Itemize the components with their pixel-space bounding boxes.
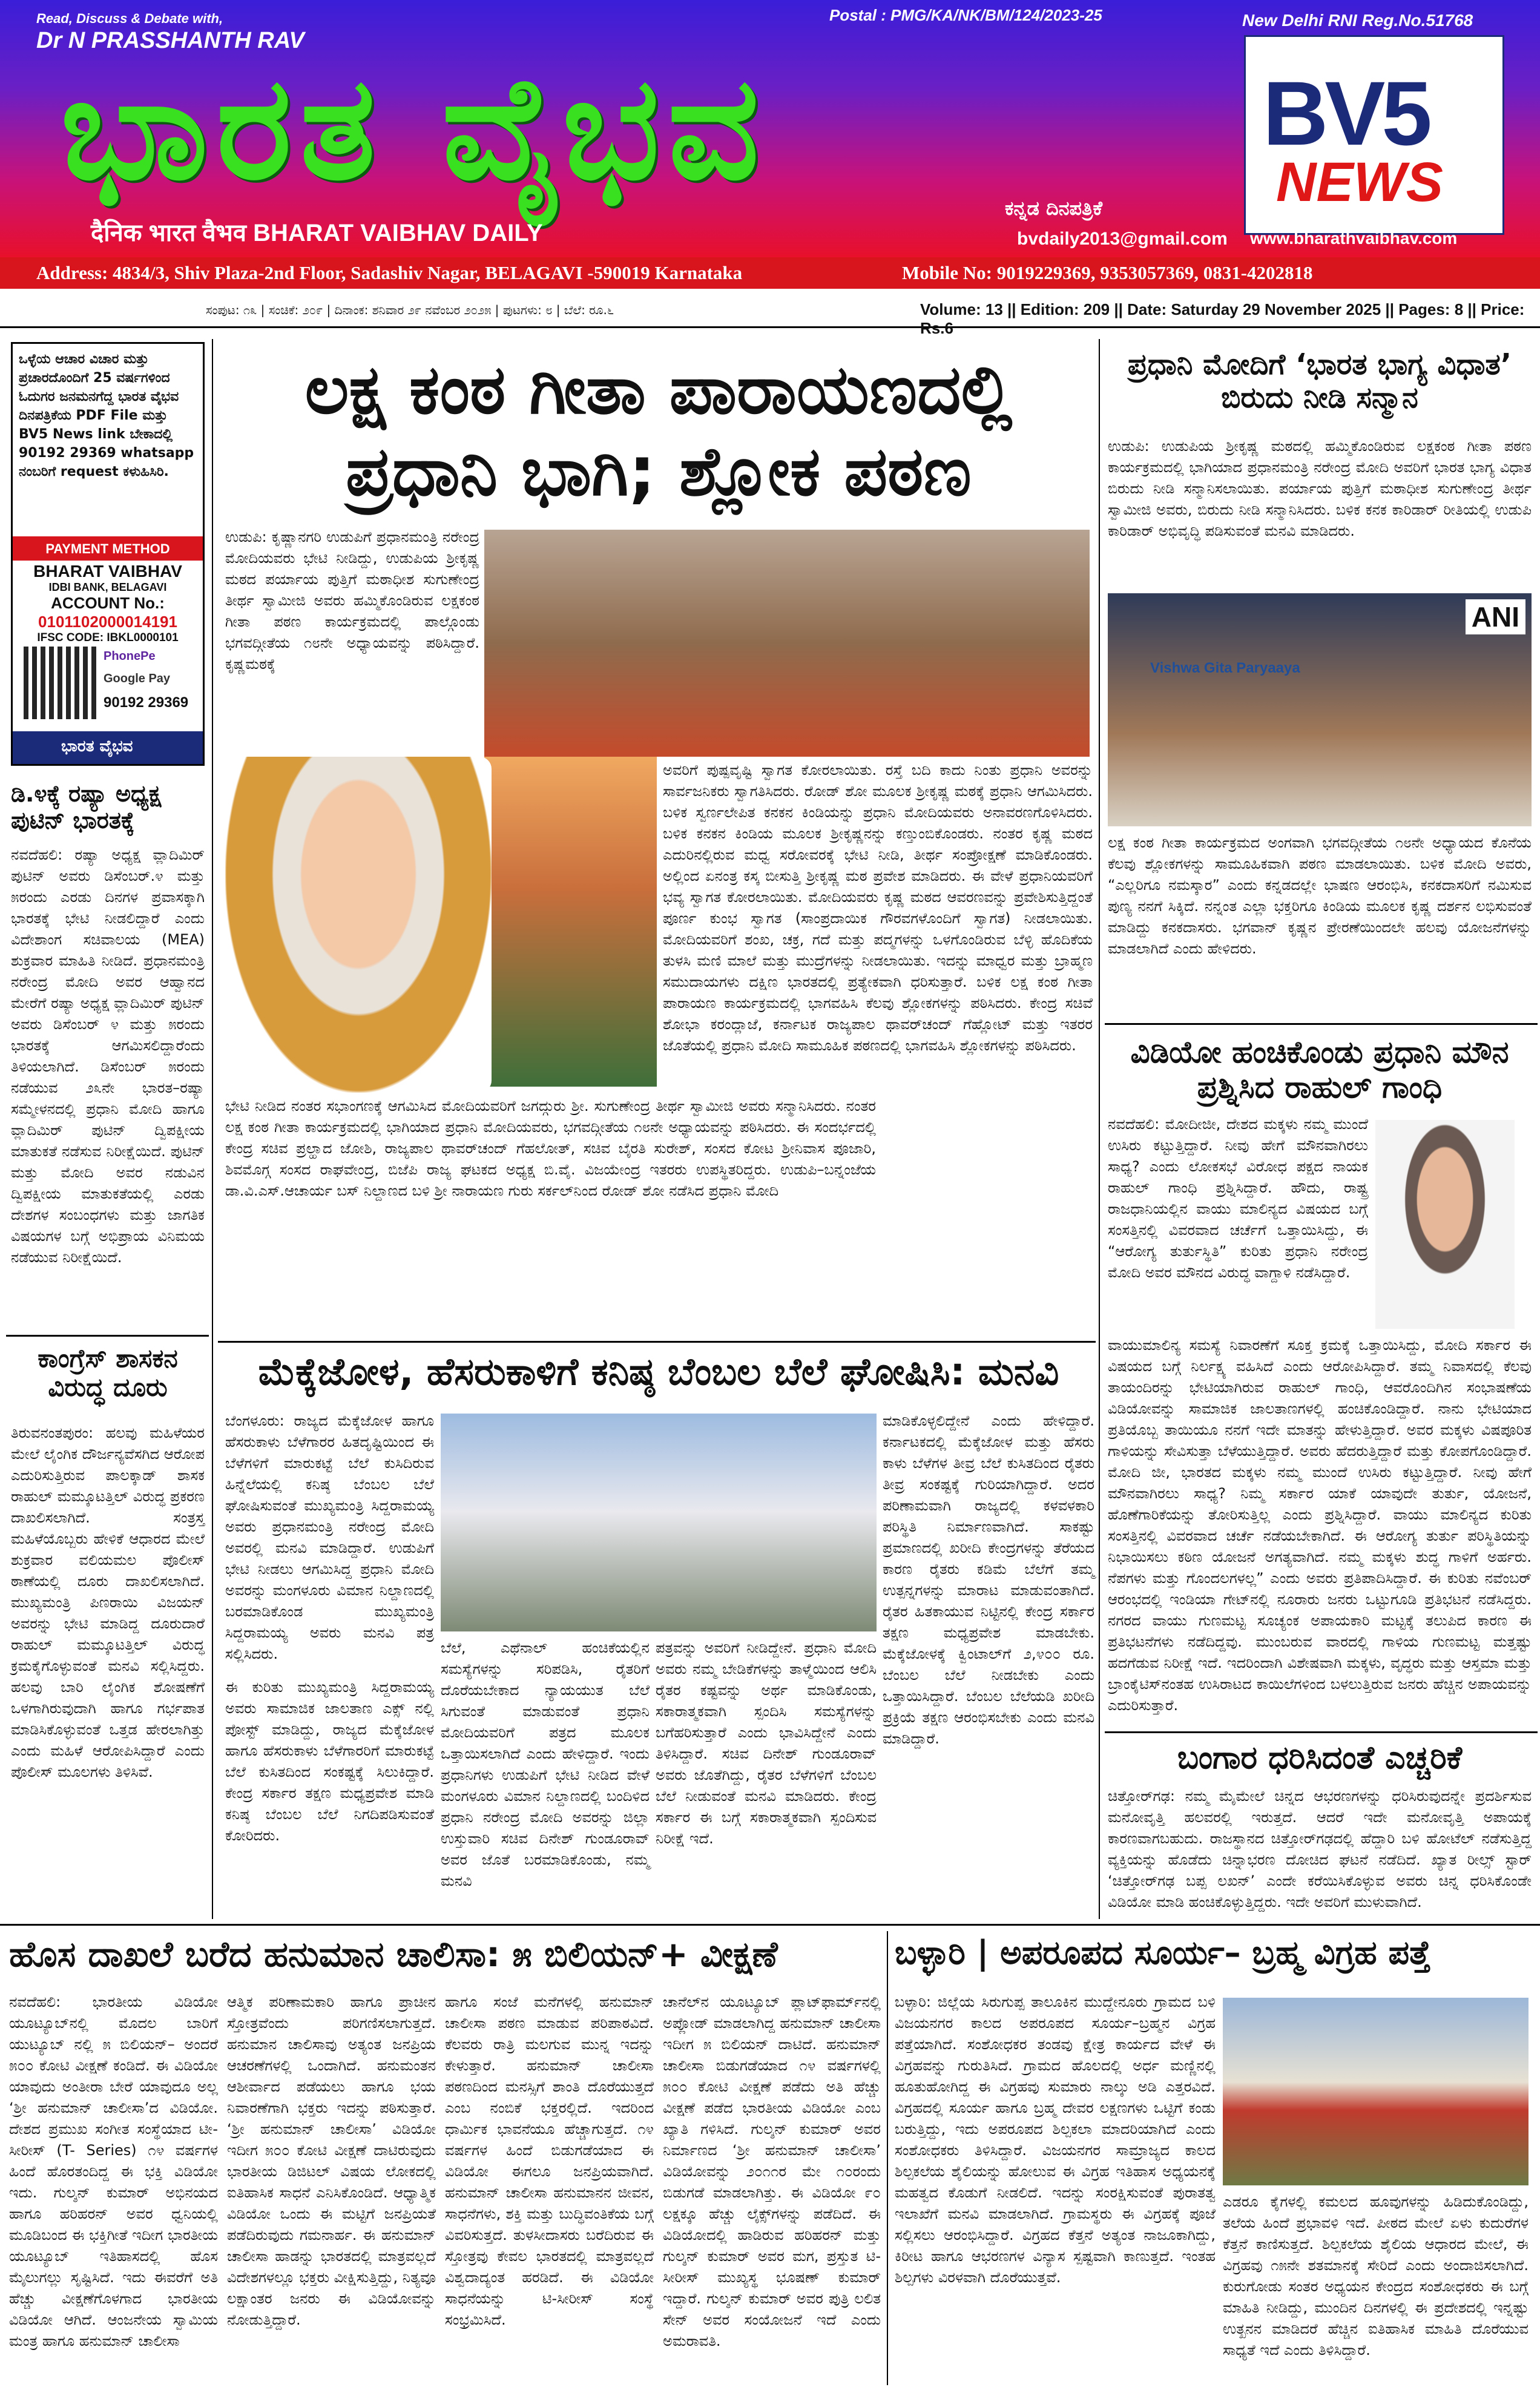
- account-label: ACCOUNT No.:: [51, 594, 165, 612]
- column-rule: [1099, 339, 1100, 1919]
- maize-article-body-4: ಪತ್ರವನ್ನು ಅವರಿಗೆ ನೀಡಿದ್ದೇನೆ. ಪ್ರಧಾನಿ ಮೋದಿ ಅವರು ನಮ್ಮ ಬೇಡಿಕೆಗಳನ್ನು ತಾಳ್ಮೆಯಿಂದ ಆಲಿಸಿ ರೈತರ ಕಷ್ಟವನ್ನು ಅರ್ಥ ಮಾಡಿಕೊಂಡು, ಸಕಾರಾತ್ಮಕವಾಗಿ ಸ್ಪಂದಿಸಿ ಸಮಸ್ಯೆಗಳನ್ನು ಬಗೆಹರಿಸುತ್ತಾರೆ ಎಂದು ಭಾವಿಸಿದ್ದೇನೆ ಎಂದು ತಿಳಿಸಿದ್ದಾರೆ. ಸಚಿವ ದಿನೇಶ್ ಗುಂಡೂರಾವ್ ಅವರು ಜೊತೆಗಿದ್ದು, ರೈತರ ಬೆಳೆಗಳಿಗೆ ಬೆಂಬಲ ಬೆಲೆ ನೀಡುವಂತೆ ಮನವಿ ಮಾಡಿದರು. ಕೇಂದ್ರ ಸರ್ಕಾರ ಈ ಬಗ್ಗೆ ಸಕಾರಾತ್ಮಕವಾಗಿ ಸ್ಪಂದಿಸುವ ನಿರೀಕ್ಷೆ ಇದೆ.: [656, 1639, 877, 1847]
- ifsc-code: IFSC CODE: IBKL0000101: [37, 631, 179, 644]
- hanuman-chalisa-headline: ಹೊಸ ದಾಖಲೆ ಬರೆದ ಹನುಮಾನ ಚಾಲಿಸಾ: ೫ ಬಿಲಿಯನ್+ ವೀಕ್ಷಣೆ: [9, 1934, 778, 1975]
- newspaper-subtitle: ಕನ್ನಡ ದಿನಪತ್ರಿಕೆ: [1005, 197, 1102, 220]
- lead-ceremony-photo: [484, 530, 1090, 757]
- maize-article-body-3: ಬೆಲೆ, ಎಥೆನಾಲ್ ಹಂಚಿಕೆಯಲ್ಲಿನ ಸಮಸ್ಯೆಗಳನ್ನು ಸರಿಪಡಿಸಿ, ರೈತರಿಗೆ ದೊರೆಯಬೇಕಾದ ನ್ಯಾಯಯುತ ಬೆಲೆ ಸಿಗುವಂತೆ ಮಾಡುವಂತೆ ಪ್ರಧಾನಿ ಮೋದಿಯವರಿಗೆ ಪತ್ರದ ಮೂಲಕ ಒತ್ತಾಯಿಸಲಾಗಿದೆ ಎಂದು ಹೇಳಿದ್ದಾರೆ. ಇಂದು ಪ್ರಧಾನಿಗಳು ಉಡುಪಿಗೆ ಭೇಟಿ ನೀಡಿದ ವೇಳೆ ಮಂಗಳೂರು ವಿಮಾನ ನಿಲ್ದಾಣದಲ್ಲಿ ಬಂದಿಳಿದ ಪ್ರಧಾನಿ ನರೇಂದ್ರ ಮೋದಿ ಅವರನ್ನು ಜಿಲ್ಲಾ ಉಸ್ತುವಾರಿ ಸಚಿವ ದಿನೇಶ್ ಗುಂಡೂರಾವ್ ಅವರ ಜೊತೆ ಬರಮಾಡಿಕೊಂಡು, ನಮ್ಮ ಮನವಿ: [441, 1639, 650, 1889]
- maize-article-body-1: ಬೆಂಗಳೂರು: ರಾಜ್ಯದ ಮೆಕ್ಕೆಜೋಳ ಹಾಗೂ ಹೆಸರುಕಾಳು ಬೆಳೆಗಾರರ ಹಿತದೃಷ್ಟಿಯಿಂದ ಈ ಬೆಳೆಗಳಿಗೆ ಮಾರುಕಟ್ಟೆ ಬೆಲೆ ಕುಸಿದಿರುವ ಹಿನ್ನೆಲೆಯಲ್ಲಿ ಕನಿಷ್ಠ ಬೆಂಬಲ ಬೆಲೆ ಘೋಷಿಸುವಂತೆ ಮುಖ್ಯಮಂತ್ರಿ ಸಿದ್ದರಾಮಯ್ಯ ಅವರು ಪ್ರಧಾನಮಂತ್ರಿ ನರೇಂದ್ರ ಮೋದಿ ಅವರಲ್ಲಿ ಮನವಿ ಮಾಡಿದ್ದಾರೆ. ಉಡುಪಿಗೆ ಭೇಟಿ ನೀಡಲು ಆಗಮಿಸಿದ್ದ ಪ್ರಧಾನಿ ಮೋದಿ ಅವರನ್ನು ಮಂಗಳೂರು ವಿಮಾನ ನಿಲ್ದಾಣದಲ್ಲಿ ಬರಮಾಡಿಕೊಂಡ ಮುಖ್ಯಮಂತ್ರಿ ಸಿದ್ದರಾಮಯ್ಯ ಅವರು ಮನವಿ ಪತ್ರ ಸಲ್ಲಿಸಿದರು.: [225, 1412, 434, 1662]
- rni-reg: New Delhi RNI Reg.No.51768: [1242, 11, 1473, 30]
- column-rule: [212, 339, 213, 1919]
- hanuman-article-col-3: ಹಾಗೂ ಸಂಜೆ ಮನೆಗಳಲ್ಲಿ ಹನುಮಾನ್ ಚಾಲೀಸಾ ಪಠಣ ಮಾಡುವ ಪರಿಪಾಠವಿದೆ. ಕೆಲವರು ರಾತ್ರಿ ಮಲಗುವ ಮುನ್ನ ಇದನ್ನು ಕೇಳುತ್ತಾರೆ. ಹನುಮಾನ್ ಚಾಲೀಸಾ ಪಠಣದಿಂದ ಮನಸ್ಸಿಗೆ ಶಾಂತಿ ದೊರೆಯುತ್ತದೆ ಎಂಬ ನಂಬಿಕೆ ಭಕ್ತರಲ್ಲಿದೆ. ಇದರಿಂದ ಧಾರ್ಮಿಕ ಭಾವನೆಯೂ ಹೆಚ್ಚಾಗುತ್ತದೆ. ೧೪ ವರ್ಷಗಳ ಹಿಂದೆ ಬಿಡುಗಡೆಯಾದ ಈ ವಿಡಿಯೋ ಈಗಲೂ ಜನಪ್ರಿಯವಾಗಿದೆ. ಹನುಮಾನ್ ಚಾಲೀಸಾ ಹನುಮಾನನ ಜೀವನ, ಸಾಧನೆಗಳು, ಶಕ್ತಿ ಮತ್ತು ಬುದ್ಧಿವಂತಿಕೆಯ ಬಗ್ಗೆ ವಿವರಿಸುತ್ತದೆ. ತುಳಸೀದಾಸರು ಬರೆದಿರುವ ಈ ಸ್ತೋತ್ರವು ಕೇವಲ ಭಾರತದಲ್ಲಿ ಮಾತ್ರವಲ್ಲದೆ ವಿಶ್ವದಾದ್ಯಂತ ಹರಡಿದೆ. ಈ ವಿಡಿಯೋ ಸಾಧನೆಯನ್ನು ಟಿ-ಸೀರೀಸ್ ಸಂಸ್ಥೆ ಸಂಭ್ರಮಿಸಿದೆ.: [445, 1993, 654, 2328]
- mobile-numbers: Mobile No: 9019229369, 9353057369, 0831-4202818: [902, 262, 1313, 283]
- lead-headline-line-2: ಪ್ರಧಾನಿ ಭಾಗಿ; ಶ್ಲೋಕ ಪಠಣ: [346, 432, 972, 511]
- rahul-gandhi-photo: [1375, 1120, 1515, 1329]
- payment-apps: [104, 650, 188, 711]
- bv5-logo-text: BV5: [1263, 62, 1429, 164]
- bank-branch: IDBI BANK, BELAGAVI: [48, 581, 167, 593]
- bank-name: BHARAT VAIBHAV: [33, 562, 182, 581]
- email-address[interactable]: bvdaily2013@gmail.com: [1017, 229, 1228, 249]
- lead-article-body-2: ಅವರಿಗೆ ಪುಷ್ಪವೃಷ್ಟಿ ಸ್ವಾಗತ ಕೋರಲಾಯಿತು. ರಸ್ತೆ ಬದಿ ಕಾದು ನಿಂತು ಪ್ರಧಾನಿ ಅವರನ್ನು ಸಾರ್ವಜನಿಕರು ಸ್ವಾಗತಿಸಿದರು. ರೋಡ್ ಶೋ ಮೂಲಕ ಶ್ರೀಕೃಷ್ಣ ಮಠಕ್ಕೆ ಪ್ರಧಾನಿ ಆಗಮಿಸಿದರು. ಬಳಿಕ ಸ್ವರ್ಣಲೇಪಿತ ಕನಕನ ಕಿಂಡಿಯನ್ನು ಪ್ರಧಾನಿ ಮೋದಿಯವರು ಅನಾವರಣಗೊಳಿಸಿದರು. ಬಳಿಕ ಕನಕನ ಕಿಂಡಿಯ ಮೂಲಕ ಶ್ರೀಕೃಷ್ಣನನ್ನು ಕಣ್ತುಂಬಿಕೊಂಡರು. ನಂತರ ಕೃಷ್ಣ ಮಠದ ಎದುರಿನಲ್ಲಿರುವ ಮಧ್ವ ಸರೋವರಕ್ಕೆ ಭೇಟಿ ನೀಡಿ, ತೀರ್ಥ ಸಂಪ್ರೋಕ್ಷಣೆ ಮಾಡಿಕೊಂಡರು. ಅಲ್ಲಿಂದ ಏನಂತ್ರ ಕಸ್ಕ ಬೀಸುತ್ತಿ ಶ್ರೀಕೃಷ್ಣ ಮಠ ಪ್ರವೇಶ ಮಾಡಿದರು. ಈ ವೇಳೆ ಪ್ರಧಾನಿಯವರಿಗೆ ಭವ್ಯ ಸ್ವಾಗತ ಕೋರಲಾಯಿತು. ಮೋದಿಯವರು ಕೃಷ್ಣ ಮಠದ ಆವರಣವನ್ನು ಪ್ರವೇಶಿಸುತ್ತಿದ್ದಂತೆ ಪೂರ್ಣ ಕುಂಭ ಸ್ವಾಗತ (ಸಾಂಪ್ರದಾಯಿಕ ಗೌರವಗಳೊಂದಿಗೆ ಸ್ವಾಗತ) ನೀಡಲಾಯಿತು. ಮೋದಿಯವರಿಗೆ ಶಂಖ, ಚಕ್ರ, ಗದೆ ಮತ್ತು ಪದ್ಮಗಳನ್ನು ಒಳಗೊಂಡಿರುವ ಬೆಳ್ಳಿ ಹೊದಿಕೆಯ ತುಳಸಿ ಮಣಿ ಮಾಲೆ ಮತ್ತು ಮುದ್ರೆಗಳನ್ನು ನೀಡಲಾಯಿತು. ಇದನ್ನು ಮಾಧ್ವರ ಮತ್ತು ಬ್ರಾಹ್ಮಣ ಸಮುದಾಯಗಳು ದಕ್ಷಿಣ ಭಾರತದಲ್ಲಿ ಪ್ರತ್ಯೇಕವಾಗಿ ಧರಿಸುತ್ತಾರೆ. ಬಳಿಕ ಲಕ್ಷ ಕಂಠ ಗೀತಾ ಪಾರಾಯಣ ಕಾರ್ಯಕ್ರಮದಲ್ಲಿ ಭಾಗವಹಿಸಿ ಕೆಲವು ಶ್ಲೋಕಗಳನ್ನು ಪಠಿಸಿದರು. ಕೇಂದ್ರ ಸಚಿವೆ ಶೋಭಾ ಕರಂದ್ಲಾಜೆ, ಕರ್ನಾಟಕ ರಾಜ್ಯಪಾಲ ಥಾವರ್‌ಚಂದ್ ಗೆಹ್ಲೋಟ್ ಮತ್ತು ಇತರರ ಜೊತೆಯಲ್ಲಿ ಪ್ರಧಾನಿ ಮೋದಿ ಸಾಮೂಹಿಕ ಪಠಣದಲ್ಲಿ ಭಾಗವಹಿಸಿ ಶ್ಲೋಕಗಳನ್ನು ಪಠಿಸಿದರು.: [663, 762, 1093, 1054]
- issue-info-bar: [0, 291, 1540, 337]
- ani-watermark: ANI: [1466, 599, 1525, 634]
- bellary-article-col-2: ಎಡರೂ ಕೈಗಳಲ್ಲಿ ಕಮಲದ ಹೂವುಗಳನ್ನು ಹಿಡಿದುಕೊಂಡಿದ್ದು, ತಲೆಯ ಹಿಂದೆ ಪ್ರಭಾವಳಿ ಇದೆ. ಪೀಠದ ಮೇಲೆ ಏಳು ಕುದುರೆಗಳ ಕೆತ್ತನೆ ಕಾಣಿಸುತ್ತದೆ. ಶಿಲ್ಪಕಲೆಯ ಶೈಲಿಯ ಆಧಾರದ ಮೇಲೆ, ಈ ವಿಗ್ರಹವು ೧೫ನೇ ಶತಮಾನಕ್ಕೆ ಸೇರಿದೆ ಎಂದು ಅಂದಾಜಿಸಲಾಗಿದೆ. ಕುರುಗೋಡು ಸಂತರ ಅಧ್ಯಯನ ಕೇಂದ್ರದ ಸಂಶೋಧಕರು ಈ ಬಗ್ಗೆ ಮಾಹಿತಿ ನೀಡಿದ್ದು, ಮುಂದಿನ ದಿನಗಳಲ್ಲಿ ಈ ಪ್ರದೇಶದಲ್ಲಿ ಇನ್ನಷ್ಟು ಉತ್ಖನನ ಮಾಡಿದರೆ ಹೆಚ್ಚಿನ ಐತಿಹಾಸಿಕ ಮಾಹಿತಿ ದೊರೆಯುವ ಸಾಧ್ಯತೆ ಇದೆ ಎಂದು ತಿಳಿಸಿದ್ದಾರೆ.: [1223, 2193, 1528, 2359]
- bharat-bhagya-headline: ಪ್ರಧಾನಿ ಮೋದಿಗೆ ‘ಭಾರತ ಭಾಗ್ಯ ವಿಧಾತ’ ಬಿರುದು ನೀಡಿ ಸನ್ಮಾನ: [1127, 347, 1512, 415]
- section-rule: [0, 1924, 1540, 1926]
- bellary-idol-headline: ಬಳ್ಳಾರಿ | ಅಪರೂಪದ ಸೂರ್ಯ– ಬ್ರಹ್ಮ ವಿಗ್ರಹ ಪತ್ತೆ: [895, 1934, 1431, 1972]
- putin-headline: ಡಿ.೪ಕ್ಕೆ ರಷ್ಯಾ ಅಧ್ಯಕ್ಷ ಪುಟಿನ್ ಭಾರತಕ್ಕೆ: [11, 780, 162, 834]
- issue-info-kannada: ಸಂಪುಟ: ೧೩ | ಸಂಚಿಕೆ: ೨೦೯ | ದಿನಾಂಕ: ಶನಿವಾರ ೨೯ ನವೆಂಬರ ೨೦೨೫ | ಪುಟಗಳು: ೮ | ಬೆಲೆ: ರೂ.೬: [206, 303, 614, 317]
- putin-article-body: ನವದೆಹಲಿ: ರಷ್ಯಾ ಅಧ್ಯಕ್ಷ ವ್ಲಾದಿಮಿರ್ ಪುಟಿನ್ ಅವರು ಡಿಸೆಂಬರ್.೪ ಮತ್ತು ೫ರಂದು ಎರಡು ದಿನಗಳ ಪ್ರವಾಸಕ್ಕಾಗಿ ಭಾರತಕ್ಕೆ ಭೇಟಿ ನೀಡಲಿದ್ದಾರೆ ಎಂದು ವಿದೇಶಾಂಗ ಸಚಿವಾಲಯ (MEA) ಶುಕ್ರವಾರ ಮಾಹಿತಿ ನೀಡಿದೆ. ಪ್ರಧಾನಮಂತ್ರಿ ನರೇಂದ್ರ ಮೋದಿ ಅವರ ಆಹ್ವಾನದ ಮೇರೆಗೆ ರಷ್ಯಾ ಅಧ್ಯಕ್ಷ ವ್ಲಾದಿಮಿರ್ ಪುಟಿನ್ ಅವರು ಡಿಸೆಂಬರ್ ೪ ಮತ್ತು ೫ರಂದು ಭಾರತಕ್ಕೆ ಆಗಮಿಸಲಿದ್ದಾರೆಂದು ತಿಳಿಯಲಾಗಿದೆ. ಡಿಸೆಂಬರ್ ೫ರಂದು ನಡೆಯುವ ೨೩ನೇ ಭಾರತ–ರಷ್ಯಾ ಸಮ್ಮೇಳನದಲ್ಲಿ ಪ್ರಧಾನಿ ಮೋದಿ ಹಾಗೂ ವ್ಲಾದಿಮಿರ್ ಪುಟಿನ್ ದ್ವಿಪಕ್ಷೀಯ ಮಾತುಕತೆ ನಡೆಸುವ ನಿರೀಕ್ಷೆಯಿದೆ. ಪುಟಿನ್ ಮತ್ತು ಮೋದಿ ಅವರ ನಡುವಿನ ದ್ವಿಪಕ್ಷೀಯ ಮಾತುಕತೆಯಲ್ಲಿ ಎರಡು ದೇಶಗಳ ಸಂಬಂಧಗಳು ಮತ್ತು ಜಾಗತಿಕ ವಿಷಯಗಳ ಬಗ್ಗೆ ಅಭಿಪ್ರಾಯ ವಿನಿಮಯ ನಡೆಯುವ ನಿರೀಕ್ಷೆಯಿದೆ.: [11, 846, 205, 1266]
- rahul-gandhi-headline: ವಿಡಿಯೋ ಹಂಚಿಕೊಂಡು ಪ್ರಧಾನಿ ಮೌನ ಪ್ರಶ್ನಿಸಿದ ರಾಹುಲ್ ಗಾಂಧಿ: [1130, 1035, 1509, 1105]
- issue-info-english: Volume: 13 || Edition: 209 || Date: Saturday 29 November 2025 || Pages: 8 || Price: Rs.6: [920, 300, 1525, 337]
- newspaper-title: ಭಾರತ ವೈಭವ: [61, 46, 768, 211]
- maize-article-body-2: ಈ ಕುರಿತು ಮುಖ್ಯಮಂತ್ರಿ ಸಿದ್ದರಾಮಯ್ಯ ಅವರು ಸಾಮಾಜಿಕ ಜಾಲತಾಣ ಎಕ್ಸ್ ನಲ್ಲಿ ಪೋಸ್ಟ್ ಮಾಡಿದ್ದು, ರಾಜ್ಯದ ಮೆಕ್ಕೆಜೋಳ ಹಾಗೂ ಹೆಸರುಕಾಳು ಬೆಳೆಗಾರರಿಗೆ ಮಾರುಕಟ್ಟೆ ಬೆಲೆ ಕುಸಿತದಿಂದ ಸಂಕಷ್ಟಕ್ಕೆ ಸಿಲುಕಿದ್ದಾರೆ. ಕೇಂದ್ರ ಸರ್ಕಾರ ತಕ್ಷಣ ಮಧ್ಯಪ್ರವೇಶ ಮಾಡಿ ಕನಿಷ್ಠ ಬೆಂಬಲ ಬೆಲೆ ನಿಗದಿಪಡಿಸುವಂತೆ ಕೋರಿದರು.: [225, 1679, 434, 1844]
- payment-method-label: PAYMENT METHOD: [13, 536, 203, 561]
- subscription-ad: [11, 342, 205, 766]
- congress-mla-headline: ಕಾಂಗ್ರೆಸ್ ಶಾಸಕನ ವಿರುದ್ಧ ದೂರು: [38, 1343, 178, 1403]
- hanuman-article-col-2: ಆತ್ಮಿಕ ಪರಿಣಾಮಕಾರಿ ಹಾಗೂ ಪ್ರಾಚೀನ ಸ್ತೋತ್ರವೆಂದು ಪರಿಗಣಿಸಲಾಗುತ್ತದೆ. ಹನುಮಾನ ಚಾಲಿಸಾವು ಅತ್ಯಂತ ಜನಪ್ರಿಯ ಆಚರಣೆಗಳಲ್ಲಿ ಒಂದಾಗಿದೆ. ಹನುಮಂತನ ಆಶೀರ್ವಾದ ಪಡೆಯಲು ಹಾಗೂ ಭಯ ನಿವಾರಣೆಗಾಗಿ ಭಕ್ತರು ಇದನ್ನು ಪಠಿಸುತ್ತಾರೆ. ‘ಶ್ರೀ ಹನುಮಾನ್ ಚಾಲೀಸಾ’ ವಿಡಿಯೋ ಇದೀಗ ೫೦೦ ಕೋಟಿ ವೀಕ್ಷಣೆ ದಾಟಿರುವುದು ಭಾರತೀಯ ಡಿಜಿಟಲ್ ವಿಷಯ ಲೋಕದಲ್ಲಿ ಐತಿಹಾಸಿಕ ಸಾಧನೆ ಎನಿಸಿಕೊಂಡಿದೆ. ಆಧ್ಯಾತ್ಮಿಕ ವಿಡಿಯೋ ಒಂದು ಈ ಮಟ್ಟಿಗೆ ಜನಪ್ರಿಯತೆ ಪಡೆದಿರುವುದು ಗಮನಾರ್ಹ. ಈ ಹನುಮಾನ್ ಚಾಲೀಸಾ ಹಾಡನ್ನು ಭಾರತದಲ್ಲಿ ಮಾತ್ರವಲ್ಲದೆ ವಿದೇಶಗಳಲ್ಲೂ ಭಕ್ತರು ವೀಕ್ಷಿಸುತ್ತಿದ್ದು, ನಿತ್ಯವೂ ಲಕ್ಷಾಂತರ ಜನರು ಈ ವಿಡಿಯೋವನ್ನು ನೋಡುತ್ತಿದ್ದಾರೆ.: [227, 1993, 436, 2328]
- lead-headline-line-1: ಲಕ್ಷ ಕಂಠ ಗೀತಾ ಪಾರಾಯಣದಲ್ಲಿ: [304, 351, 1013, 429]
- maize-msp-headline: ಮೆಕ್ಕೆಜೋಳ, ಹೆಸರುಕಾಳಿಗೆ ಕನಿಷ್ಠ ಬೆಂಬಲ ಬೆಲೆ ಘೋಷಿಸಿ: ಮನವಿ: [258, 1349, 1059, 1394]
- hanuman-article-col-1: ನವದೆಹಲಿ: ಭಾರತೀಯ ವಿಡಿಯೋ ಯೂಟ್ಯೂಬ್‌ನಲ್ಲಿ ಮೊದಲ ಬಾರಿಗೆ ಯುಟ್ಯೂಬ್ ನಲ್ಲಿ ೫ ಬಿಲಿಯನ್– ಅಂದರೆ ೫೦೦ ಕೋಟಿ ವೀಕ್ಷಣೆ ಕಂಡಿದೆ. ಈ ವಿಡಿಯೋ ಯಾವುದು ಅಂತೀರಾ ಬೇರೆ ಯಾವುದೂ ಅಲ್ಲ ‘ಶ್ರೀ ಹನುಮಾನ್ ಚಾಲೀಸಾ’ದ ವಿಡಿಯೋ. ದೇಶದ ಪ್ರಮುಖ ಸಂಗೀತ ಸಂಸ್ಥೆಯಾದ ಟೀ-ಸೀರೀಸ್ (T- Series) ೧೪ ವರ್ಷಗಳ ಹಿಂದೆ ಹೊರತಂದಿದ್ದ ಈ ಭಕ್ತಿ ವಿಡಿಯೋ ಇದು. ಗುಲ್ಶನ್ ಕುಮಾರ್ ಅಭಿನಯದ ಹಾಗೂ ಹರಿಹರನ್ ಅವರ ಧ್ವನಿಯಲ್ಲಿ ಮೂಡಿಬಂದ ಈ ಭಕ್ತಿಗೀತೆ ಇದೀಗ ಭಾರತೀಯ ಯೂಟ್ಯೂಬ್ ಇತಿಹಾಸದಲ್ಲಿ ಹೊಸ ಮೈಲುಗಲ್ಲು ಸೃಷ್ಟಿಸಿದೆ. ಇದು ಈವರೆಗೆ ಅತಿ ಹೆಚ್ಚು ವೀಕ್ಷಣೆಗೊಳಗಾದ ಭಾರತೀಯ ವಿಡಿಯೋ ಆಗಿದೆ. ಆಂಜನೇಯ ಸ್ವಾಮಿಯ ಮಂತ್ರ ಹಾಗೂ ಹನುಮಾನ್ ಚಾಲೀಸಾ: [9, 1993, 218, 2349]
- lead-article-body-3: ಭೇಟಿ ನೀಡಿದ ನಂತರ ಸಭಾಂಗಣಕ್ಕೆ ಆಗಮಿಸಿದ ಮೋದಿಯವರಿಗೆ ಜಗದ್ಗುರು ಶ್ರೀ. ಸುಗುಣೇಂದ್ರ ತೀರ್ಥ ಸ್ವಾಮೀಜಿ ಅವರು ಸನ್ಮಾನಿಸಿದರು. ನಂತರ ಲಕ್ಷ ಕಂಠ ಗೀತಾ ಕಾರ್ಯಕ್ರಮದಲ್ಲಿ ಭಾಗಿಯಾದ ಪ್ರಧಾನಿ ಮೋದಿಯವರು, ಭಗವದ್ಗೀತೆಯ ೧೮ನೇ ಅಧ್ಯಾಯವನ್ನು ಪಠಿಸಿದರು. ಈ ಸಂದರ್ಭದಲ್ಲಿ ಕೇಂದ್ರ ಸಚಿವ ಪ್ರಲ್ಹಾದ ಜೋಶಿ, ರಾಜ್ಯಪಾಲ ಥಾವರ್‌ಚಂದ್ ಗೆಹಲೋತ್, ಸಚಿವ ಬೈರತಿ ಸುರೇಶ್, ಸಂಸದ ಕೋಟ ಶ್ರೀನಿವಾಸ ಪೂಜಾರಿ, ಶಿವಮೊಗ್ಗ ಸಂಸದ ರಾಘವೇಂದ್ರ, ಬಿಜೆಪಿ ರಾಜ್ಯ ಘಟಕದ ಅಧ್ಯಕ್ಷ ಬಿ.ವೈ. ವಿಜಯೇಂದ್ರ ಇತರರು ಉಪಸ್ಥಿತರಿದ್ದರು. ಉಡುಪಿ–ಬನ್ನಂಜೆಯ ಡಾ.ವಿ.ಎಸ್.ಆಚಾರ್ಯ ಬಸ್ ನಿಲ್ದಾಣದ ಬಳಿ ಶ್ರೀ ನಾರಾಯಣ ಗುರು ಸರ್ಕಲ್‌ನಿಂದ ರೋಡ್ ಶೋ ನಡೆಸಿದ ಪ್ರಧಾನಿ ಮೋದಿ: [225, 1098, 876, 1199]
- rahul-article-body-2: ವಾಯುಮಾಲಿನ್ಯ ಸಮಸ್ಯೆ ನಿವಾರಣೆಗೆ ಸೂಕ್ತ ಕ್ರಮಕ್ಕೆ ಒತ್ತಾಯಿಸಿದ್ದು, ಮೋದಿ ಸರ್ಕಾರ ಈ ವಿಷಯದ ಬಗ್ಗೆ ನಿರ್ಲಕ್ಷ್ಯ ವಹಿಸಿದೆ ಎಂದು ಆರೋಪಿಸಿದ್ದಾರೆ. ತಮ್ಮ ನಿವಾಸದಲ್ಲಿ ಕೆಲವು ತಾಯಂದಿರನ್ನು ಭೇಟಿಯಾಗಿರುವ ರಾಹುಲ್ ಗಾಂಧಿ, ಆವರೊಂದಿಗಿನ ಸಂಭಾಷಣೆಯ ವಿಡಿಯೋವನ್ನು ಸಾಮಾಜಿಕ ಜಾಲತಾಣಗಳಲ್ಲಿ ಹಂಚಿಕೊಂಡಿದ್ದಾರೆ. ನಾನು ಭೇಟಿಯಾದ ಪ್ರತಿಯೊಬ್ಬ ತಾಯಿಯೂ ನನಗೆ ಇದೇ ಮಾತನ್ನು ಹೇಳುತ್ತಿದ್ದಾರೆ. ಅವರ ಮಕ್ಕಳು ವಿಷಪೂರಿತ ಗಾಳಿಯನ್ನು ಸೇವಿಸುತ್ತಾ ಬೆಳೆಯುತ್ತಿದ್ದಾರೆ. ಅವರು ಹೆದರುತ್ತಿದ್ದಾರೆ ಮತ್ತು ಕೋಪಗೊಂಡಿದ್ದಾರೆ. ಮೋದಿ ಜೀ, ಭಾರತದ ಮಕ್ಕಳು ನಮ್ಮ ಮುಂದೆ ಉಸಿರು ಕಟ್ಟುತ್ತಿದ್ದಾರೆ. ನೀವು ಹೇಗೆ ಮೌನವಾಗಿರಲು ಸಾಧ್ಯ? ನಿಮ್ಮ ಸರ್ಕಾರ ಯಾಕೆ ಯಾವುದೇ ತುರ್ತು, ಯೋಜನೆ, ಹೊಣೆಗಾರಿಕೆಯನ್ನು ತೋರಿಸುತ್ತಿಲ್ಲ ಎಂದು ಪ್ರಶ್ನಿಸಿದ್ದಾರೆ. ವಾಯು ಮಾಲಿನ್ಯದ ಕುರಿತು ಸಂಸತ್ತಿನಲ್ಲಿ ವಿವರವಾದ ಚರ್ಚೆ ನಡೆಯಬೇಕಾಗಿದೆ. ಈ ಆರೋಗ್ಯ ತುರ್ತು ಪರಿಸ್ಥಿತಿಯನ್ನು ನಿಭಾಯಿಸಲು ಕಠಿಣ ಯೋಜನೆ ಅಗತ್ಯವಾಗಿದೆ. ನಮ್ಮ ಮಕ್ಕಳು ಶುದ್ಧ ಗಾಳಿಗೆ ಅರ್ಹರು. ನೆಪಗಳು ಮತ್ತು ಗೊಂದಲಗಳಲ್ಲ” ಎಂದು ಅವರು ಪ್ರತಿಪಾದಿಸಿದ್ದಾರೆ. ಈ ಕುರಿತು ನವೆಂಬರ್ ಆರಂಭದಲ್ಲಿ ಇಂಡಿಯಾ ಗೇಟ್‌ನಲ್ಲಿ ನೂರಾರು ಜನರು ಒಟ್ಟುಗೂಡಿ ಪ್ರತಿಭಟನೆ ನಡೆಸಿದ್ದರು. ನಗರದ ವಾಯು ಗುಣಮಟ್ಟ ಸೂಚ್ಯಂಕ ಅಪಾಯಕಾರಿ ಮಟ್ಟಕ್ಕೆ ತಲುಪಿದ ಕಾರಣ ಈ ಪ್ರತಿಭಟನೆಗಳು ನಡೆದಿದ್ದವು. ಮುಂಬರುವ ವಾರದಲ್ಲಿ ಗಾಳಿಯ ಗುಣಮಟ್ಟ ಮತ್ತಷ್ಟು ಹದಗೆಡುವ ನಿರೀಕ್ಷೆ ಇದೆ. ಇದರಿಂದಾಗಿ ವಿಶೇಷವಾಗಿ ಮಕ್ಕಳು, ವೃದ್ಧರು ಮತ್ತು ಆಸ್ತಮಾ ಮತ್ತು ಬ್ರಾಂಕೈಟಿಸ್‌ನಂತಹ ಉಸಿರಾಟದ ಕಾಯಿಲೆಗಳಿಂದ ಬಳಲುತ್ತಿರುವ ಜನರು ಹೆಚ್ಚಿನ ಅಪಾಯವನ್ನು ಎದುರಿಸುತ್ತಾರೆ.: [1108, 1337, 1532, 1714]
- vishwa-gita-photo: [1108, 593, 1532, 826]
- modi-portrait-photo: [225, 757, 492, 1093]
- editor-name: Dr N PRASSHANTH RAV: [36, 28, 304, 53]
- krishna-idol-photo: [484, 757, 657, 1087]
- address-bar: [0, 257, 1540, 289]
- gpay-label: Google Pay: [104, 672, 171, 685]
- daily-name: दैनिक भारत वैभव BHARAT VAIBHAV DAILY: [91, 220, 543, 246]
- lead-article-body-1: ಉಡುಪಿ: ಕೃಷ್ಣಾನಗರಿ ಉಡುಪಿಗೆ ಪ್ರಧಾನಮಂತ್ರಿ ನರೇಂದ್ರ ಮೋದಿಯವರು ಭೇಟಿ ನೀಡಿದ್ದು, ಉಡುಪಿಯ ಶ್ರೀಕೃಷ್ಣ ಮಠದ ಪರ್ಯಾಯ ಪುತ್ತಿಗೆ ಮಠಾಧೀಶ ಸುಗುಣೇಂದ್ರ ತೀರ್ಥ ಸ್ವಾಮೀಜಿ ಅವರು ಹಮ್ಮಿಕೊಂಡಿರುವ ಲಕ್ಷಕಂಠ ಗೀತಾ ಪಠಣ ಕಾರ್ಯಕ್ರಮದಲ್ಲಿ ಪಾಲ್ಗೊಂಡು ಭಗವದ್ಗೀತೆಯ ೧೮ನೇ ಅಧ್ಯಾಯವನ್ನು ಪಠಿಸಿದ್ದಾರೆ. ಕೃಷ್ಣಮಠಕ್ಕೆ: [225, 528, 479, 673]
- article-rule: [218, 1341, 1096, 1343]
- qr-code-icon[interactable]: [24, 647, 96, 719]
- payment-phone: 90192 29369: [104, 694, 189, 711]
- address: Address: 4834/3, Shiv Plaza-2nd Floor, Sadashiv Nagar, BELAGAVI -590019 Karnataka: [36, 262, 743, 283]
- gold-warning-headline: ಬಂಗಾರ ಧರಿಸಿದಂತೆ ಎಚ್ಚರಿಕೆ: [1177, 1740, 1463, 1776]
- maize-article-body-5: ಮಾಡಿಕೊಳ್ಳಲಿದ್ದೇನೆ ಎಂದು ಹೇಳಿದ್ದಾರೆ. ಕರ್ನಾಟಕದಲ್ಲಿ ಮೆಕ್ಕೆಜೋಳ ಮತ್ತು ಹೆಸರು ಕಾಳು ಬೆಳೆಗಳ ತೀವ್ರ ಬೆಲೆ ಕುಸಿತದಿಂದ ರೈತರು ತೀವ್ರ ಸಂಕಷ್ಟಕ್ಕೆ ಗುರಿಯಾಗಿದ್ದಾರೆ. ಅದರ ಪರಿಣಾಮವಾಗಿ ರಾಜ್ಯದಲ್ಲಿ ಕಳವಳಕಾರಿ ಪರಿಸ್ಥಿತಿ ನಿರ್ಮಾಣವಾಗಿದೆ. ಸಾಕಷ್ಟು ಪ್ರಮಾಣದಲ್ಲಿ ಖರೀದಿ ಕೇಂದ್ರಗಳನ್ನು ತೆರೆಯದ ಕಾರಣ ರೈತರು ಕಡಿಮೆ ಬೆಲೆಗೆ ತಮ್ಮ ಉತ್ಪನ್ನಗಳನ್ನು ಮಾರಾಟ ಮಾಡುವಂತಾಗಿದೆ. ರೈತರ ಹಿತಕಾಯುವ ನಿಟ್ಟಿನಲ್ಲಿ ಕೇಂದ್ರ ಸರ್ಕಾರ ತಕ್ಷಣ ಮಧ್ಯಪ್ರವೇಶ ಮಾಡಬೇಕು. ಮೆಕ್ಕೆಜೋಳಕ್ಕೆ ಕ್ವಿಂಟಾಲ್‌ಗೆ ೨,೪೦೦ ರೂ. ಬೆಂಬಲ ಬೆಲೆ ನೀಡಬೇಕು ಎಂದು ಒತ್ತಾಯಿಸಿದ್ದಾರೆ. ಬೆಂಬಲ ಬೆಲೆಯಡಿ ಖರೀದಿ ಪ್ರಕ್ರಿಯೆ ತಕ್ಷಣ ಆರಂಭಿಸಬೇಕು ಎಂದು ಮನವಿ ಮಾಡಿದ್ದಾರೆ.: [883, 1412, 1094, 1747]
- bank-details: [13, 562, 203, 645]
- bellary-idol-photo: [1223, 1998, 1528, 2185]
- hanuman-article-col-4: ಚಾನೆಲ್‌ನ ಯೂಟ್ಯೂಬ್ ಪ್ಲಾಟ್‌ಫಾರ್ಮ್‌ನಲ್ಲಿ ಅಪ್ಲೋಡ್ ಮಾಡಲಾಗಿದ್ದ ಹನುಮಾನ್ ಚಾಲೀಸಾ ಇದೀಗ ೫ ಬಿಲಿಯನ್ ದಾಟಿದೆ. ಹನುಮಾನ್ ಚಾಲೀಸಾ ಬಿಡುಗಡೆಯಾದ ೧೪ ವರ್ಷಗಳಲ್ಲಿ ೫೦೦ ಕೋಟಿ ವೀಕ್ಷಣೆ ಪಡೆದು ಅತಿ ಹೆಚ್ಚು ವೀಕ್ಷಣೆ ಪಡೆದ ಭಾರತೀಯ ವಿಡಿಯೋ ಎಂಬ ಖ್ಯಾತಿ ಗಳಿಸಿದೆ. ಗುಲ್ಶನ್ ಕುಮಾರ್ ಅವರ ನಿರ್ಮಾಣದ ‘ಶ್ರೀ ಹನುಮಾನ್ ಚಾಲೀಸಾ’ ವಿಡಿಯೋವನ್ನು ೨೦೧೧ರ ಮೇ ೧೦ರಂದು ಬಿಡುಗಡೆ ಮಾಡಲಾಗಿತ್ತು. ಈ ವಿಡಿಯೋ ೯೦ ಲಕ್ಷಕ್ಕೂ ಹೆಚ್ಚು ಲೈಕ್ಸ್‌ಗಳನ್ನು ಪಡೆದಿದೆ. ಈ ವಿಡಿಯೋದಲ್ಲಿ ಹಾಡಿರುವ ಹರಿಹರನ್ ಮತ್ತು ಗುಲ್ಶನ್ ಕುಮಾರ್ ಅವರ ಮಗ, ಪ್ರಸ್ತುತ ಟಿ-ಸೀರೀಸ್ ಮುಖ್ಯಸ್ಥ ಭೂಷಣ್ ಕುಮಾರ್ ಇದ್ದಾರೆ. ಗುಲ್ಶನ್ ಕುಮಾರ್ ಅವರ ಪುತ್ರಿ ಲಲಿತ ಸೇನ್ ಅವರ ಸಂಯೋಜನೆ ಇದೆ ಎಂದು ಅಮರಾವತಿ.: [663, 1993, 881, 2349]
- gold-warning-body: ಚಿತ್ತೋರ್‌ಗಢ: ನಮ್ಮ ಮೈಮೇಲೆ ಚಿನ್ನದ ಆಭರಣಗಳನ್ನು ಧರಿಸಿರುವುದನ್ನೇ ಪ್ರದರ್ಶಿಸುವ ಮನೋವೃತ್ತಿ ಹಲವರಲ್ಲಿ ಇರುತ್ತದೆ. ಆದರೆ ಇದೇ ಮನೋವೃತ್ತಿ ಅಪಾಯಕ್ಕೆ ಕಾರಣವಾಗಬಹುದು. ರಾಜಸ್ಥಾನದ ಚಿತ್ತೋರ್‌ಗಢದಲ್ಲಿ ಹೆದ್ದಾರಿ ಬಳಿ ಹೋಟೆಲ್ ನಡೆಸುತ್ತಿದ್ದ ವ್ಯಕ್ತಿಯನ್ನು ಹೊಡೆದು ಚಿನ್ನಾಭರಣ ದೋಚಿದ ಘಟನೆ ನಡೆದಿದೆ. ಖ್ಯಾತ ರೀಲ್ಸ್ ಸ್ಟಾರ್ ‘ಚಿತ್ತೋರ್‌ಗಢ ಬಪ್ಪ ಲಖನ್’ ಎಂದೇ ಕರೆಯಿಸಿಕೊಳ್ಳುವ ಅವರು ಚಿನ್ನ ಧರಿಸಿಕೊಂಡೇ ವಿಡಿಯೋ ಮಾಡಿ ಹಂಚಿಕೊಳ್ಳುತ್ತಿದ್ದರು. ಇದೇ ಅವರಿಗೆ ಮುಳುವಾಗಿದೆ.: [1108, 1788, 1532, 1911]
- gita-speech-body: ಲಕ್ಷ ಕಂಠ ಗೀತಾ ಕಾರ್ಯಕ್ರಮದ ಅಂಗವಾಗಿ ಭಗವದ್ಗೀತೆಯ ೧೮ನೇ ಅಧ್ಯಾಯದ ಕೊನೆಯ ಕೆಲವು ಶ್ಲೋಕಗಳನ್ನು ಸಾಮೂಹಿಕವಾಗಿ ಪಠಣ ಮಾಡಲಾಯಿತು. ಬಳಿಕ ಮೋದಿ ಅವರು, “ಎಲ್ಲರಿಗೂ ನಮಸ್ಕಾರ” ಎಂದು ಕನ್ನಡದಲ್ಲೇ ಭಾಷಣ ಆರಂಭಿಸಿ, ಕನಕದಾಸರಿಗೆ ನಮಿಸುವ ಪುಣ್ಯ ನನಗೆ ಸಿಕ್ಕಿದೆ. ನನ್ನಂತ ಎಲ್ಲಾ ಭಕ್ತರಿಗೂ ಕಿಂಡಿಯ ಮೂಲಕ ಕೃಷ್ಣ ದರ್ಶನ ಲಭಿಸುವಂತೆ ಮಾಡಿದ್ದು ಕನಕದಾಸರು. ಭಗವಾನ್ ಕೃಷ್ಣನ ಪ್ರೇರಣೆಯಿಂದಲೇ ಹಲವು ಯೋಜನೆಗಳನ್ನು ಮಾಡಲಾಗಿದೆ ಎಂದು ಹೇಳಿದರು.: [1108, 834, 1532, 957]
- ad-text: ಒಳ್ಳೆಯ ಆಚಾರ ವಿಚಾರ ಮತ್ತು ಪ್ರಚಾರದೊಂದಿಗೆ 25 ವರ್ಷಗಳಿಂದ ಓದುಗರ ಜನಮನಗೆದ್ದ ಭಾರತ ವೈಭವ ದಿನಪತ್ರಿಕೆಯ PDF File ಮತ್ತು BV5 News link ಬೇಕಾದಲ್ಲಿ 90192 29369 whatsapp ನಂಬರಿಗೆ request ಕಳುಹಿಸಿರಿ.: [19, 352, 194, 479]
- bellary-article-col-1: ಬಳ್ಳಾರಿ: ಜಿಲ್ಲೆಯ ಸಿರುಗುಪ್ಪ ತಾಲೂಕಿನ ಮುದ್ದೇನೂರು ಗ್ರಾಮದ ಬಳಿ ವಿಜಯನಗರ ಕಾಲದ ಅಪರೂಪದ ಸೂರ್ಯ–ಬ್ರಹ್ಮನ ವಿಗ್ರಹ ಪತ್ತೆಯಾಗಿದೆ. ಸಂಶೋಧಕರ ತಂಡವು ಕ್ಷೇತ್ರ ಕಾರ್ಯದ ವೇಳೆ ಈ ವಿಗ್ರಹವನ್ನು ಗುರುತಿಸಿದೆ. ಗ್ರಾಮದ ಹೊಲದಲ್ಲಿ ಅರ್ಧ ಮಣ್ಣಿನಲ್ಲಿ ಹೂತುಹೋಗಿದ್ದ ಈ ವಿಗ್ರಹವು ಸುಮಾರು ನಾಲ್ಕು ಅಡಿ ಎತ್ತರವಿದೆ. ವಿಗ್ರಹದಲ್ಲಿ ಸೂರ್ಯ ಹಾಗೂ ಬ್ರಹ್ಮ ದೇವರ ಲಕ್ಷಣಗಳು ಒಟ್ಟಿಗೆ ಕಂಡು ಬರುತ್ತಿದ್ದು, ಇದು ಅಪರೂಪದ ಶಿಲ್ಪಕಲಾ ಮಾದರಿಯಾಗಿದೆ ಎಂದು ಸಂಶೋಧಕರು ತಿಳಿಸಿದ್ದಾರೆ. ವಿಜಯನಗರ ಸಾಮ್ರಾಜ್ಯದ ಕಾಲದ ಶಿಲ್ಪಕಲೆಯ ಶೈಲಿಯನ್ನು ಹೋಲುವ ಈ ವಿಗ್ರಹ ಇತಿಹಾಸ ಅಧ್ಯಯನಕ್ಕೆ ಮಹತ್ವದ ಕೊಡುಗೆ ನೀಡಲಿದೆ. ಇದನ್ನು ಸಂರಕ್ಷಿಸುವಂತೆ ಪುರಾತತ್ವ ಇಲಾಖೆಗೆ ಮನವಿ ಮಾಡಲಾಗಿದೆ. ಗ್ರಾಮಸ್ಥರು ಈ ವಿಗ್ರಹಕ್ಕೆ ಪೂಜೆ ಸಲ್ಲಿಸಲು ಆರಂಭಿಸಿದ್ದಾರೆ. ವಿಗ್ರಹದ ಕೆತ್ತನೆ ಅತ್ಯಂತ ನಾಜೂಕಾಗಿದ್ದು, ಕಿರೀಟ ಹಾಗೂ ಆಭರಣಗಳ ವಿನ್ಯಾಸ ಸ್ಪಷ್ಟವಾಗಿ ಕಾಣುತ್ತದೆ. ಇಂತಹ ಶಿಲ್ಪಗಳು ವಿರಳವಾಗಿ ದೊರೆಯುತ್ತವೆ.: [895, 1993, 1216, 2286]
- photo-banner-text: Vishwa Gita Paryaaya: [1150, 660, 1300, 676]
- masthead: [0, 0, 1540, 257]
- article-rule: [1105, 1023, 1538, 1025]
- article-rule: [1105, 1731, 1538, 1733]
- airport-welcome-photo: [441, 1414, 877, 1631]
- article-rule: [6, 1335, 209, 1337]
- account-number: 0101102000014191: [38, 613, 177, 631]
- phonepe-label: PhonePe: [104, 650, 156, 663]
- news-logo-text: NEWS: [1276, 151, 1443, 213]
- rahul-article-body-1: ನವದೆಹಲಿ: ಮೋದೀಜೀ, ದೇಶದ ಮಕ್ಕಳು ನಮ್ಮ ಮುಂದೆ ಉಸಿರು ಕಟ್ಟುತ್ತಿದ್ದಾರೆ. ನೀವು ಹೇಗೆ ಮೌನವಾಗಿರಲು ಸಾಧ್ಯ? ಎಂದು ಲೋಕಸಭೆ ವಿರೋಧ ಪಕ್ಷದ ನಾಯಕ ರಾಹುಲ್ ಗಾಂಧಿ ಪ್ರಶ್ನಿಸಿದ್ದಾರೆ. ಹೌದು, ರಾಷ್ಟ್ರ ರಾಜಧಾನಿಯಲ್ಲಿನ ವಾಯು ಮಾಲಿನ್ಯದ ವಿಷಯದ ಬಗ್ಗೆ ಸಂಸತ್ತಿನಲ್ಲಿ ವಿವರವಾದ ಚರ್ಚೆಗೆ ಒತ್ತಾಯಿಸಿದ್ದು, ಈ “ಆರೋಗ್ಯ ತುರ್ತುಸ್ಥಿತಿ” ಕುರಿತು ಪ್ರಧಾನಿ ನರೇಂದ್ರ ಮೋದಿ ಅವರ ಮೌನದ ವಿರುದ್ಧ ವಾಗ್ದಾಳಿ ನಡೆಸಿದ್ದಾರೆ.: [1108, 1116, 1368, 1281]
- bharat-bhagya-body: ಉಡುಪಿ: ಉಡುಪಿಯ ಶ್ರೀಕೃಷ್ಣ ಮಠದಲ್ಲಿ ಹಮ್ಮಿಕೊಂಡಿರುವ ಲಕ್ಷಕಂಠ ಗೀತಾ ಪಠಣ ಕಾರ್ಯಕ್ರಮದಲ್ಲಿ ಭಾಗಿಯಾದ ಪ್ರಧಾನಮಂತ್ರಿ ನರೇಂದ್ರ ಮೋದಿ ಅವರಿಗೆ ಭಾರತ ಭಾಗ್ಯ ವಿಧಾತ ಬಿರುದು ನೀಡಿ ಸನ್ಮಾನಿಸಲಾಯಿತು. ಪರ್ಯಾಯ ಪುತ್ತಿಗೆ ಮಠಾಧೀಶ ಸುಗುಣೇಂದ್ರ ತೀರ್ಥ ಸ್ವಾಮೀಜಿ ಅವರು, ಬಿರುದು ನೀಡಿ ಸನ್ಮಾನಿಸಿದರು. ಬಳಿಕ ಕನಕ ಕಾರಿಡಾರ್ ರೀತಿಯಲ್ಲಿ ಉಡುಪಿ ಕಾರಿಡಾರ್ ಅಭಿವೃದ್ಧಿ ಪಡಿಸುವಂತೆ ಮನವಿ ಮಾಡಿದರು.: [1108, 438, 1532, 539]
- postal-reg: Postal : PMG/KA/NK/BM/124/2023-25: [829, 6, 1102, 24]
- ad-footer-logo: ಭಾರತ ವೈಭವ: [13, 731, 203, 764]
- congress-mla-article-body: ತಿರುವನಂತಪುರಂ: ಹಲವು ಮಹಿಳೆಯರ ಮೇಲೆ ಲೈಂಗಿಕ ದೌರ್ಜನ್ಯವೆಸಗಿದ ಆರೋಪ ಎದುರಿಸುತ್ತಿರುವ ಪಾಲಕ್ಕಾಡ್ ಶಾಸಕ ರಾಹುಲ್ ಮಮ್ಕೂಟತ್ತಿಲ್ ವಿರುದ್ಧ ಪ್ರಕರಣ ದಾಖಲಿಸಲಾಗಿದೆ. ಸಂತ್ರಸ್ತ ಮಹಿಳೆಯೊಬ್ಬರು ಹೇಳಿಕೆ ಆಧಾರದ ಮೇಲೆ ಶುಕ್ರವಾರ ವಲಿಯಮಲ ಪೊಲೀಸ್ ಠಾಣೆಯಲ್ಲಿ ದೂರು ದಾಖಲಿಸಲಾಗಿದೆ. ಮುಖ್ಯಮಂತ್ರಿ ಪಿಣರಾಯಿ ವಿಜಯನ್ ಅವರನ್ನು ಭೇಟಿ ಮಾಡಿದ್ದ ದೂರುದಾರೆ ರಾಹುಲ್ ಮಮ್ಕೂಟತ್ತಿಲ್ ವಿರುದ್ಧ ಕ್ರಮಕೈಗೊಳ್ಳುವಂತೆ ಮನವಿ ಸಲ್ಲಿಸಿದ್ದರು. ಹಲವು ಬಾರಿ ಲೈಂಗಿಕ ಶೋಷಣೆಗೆ ಒಳಗಾಗಿರುವುದಾಗಿ ಹಾಗೂ ಗರ್ಭಪಾತ ಮಾಡಿಸಿಕೊಳ್ಳುವಂತೆ ಒತ್ತಡ ಹೇರಲಾಗಿತ್ತು ಎಂದು ಮಹಿಳೆ ಆರೋಪಿಸಿದ್ದಾರೆ ಎಂದು ಪೊಲೀಸ್ ಮೂಲಗಳು ತಿಳಿಸಿವೆ.: [11, 1424, 205, 1780]
- website-link[interactable]: www.bharathvaibhav.com: [1250, 229, 1458, 248]
- column-rule: [887, 1931, 888, 2385]
- tagline-line-1: Read, Discuss & Debate with,: [36, 11, 223, 26]
- bv5-news-logo: [1244, 35, 1504, 235]
